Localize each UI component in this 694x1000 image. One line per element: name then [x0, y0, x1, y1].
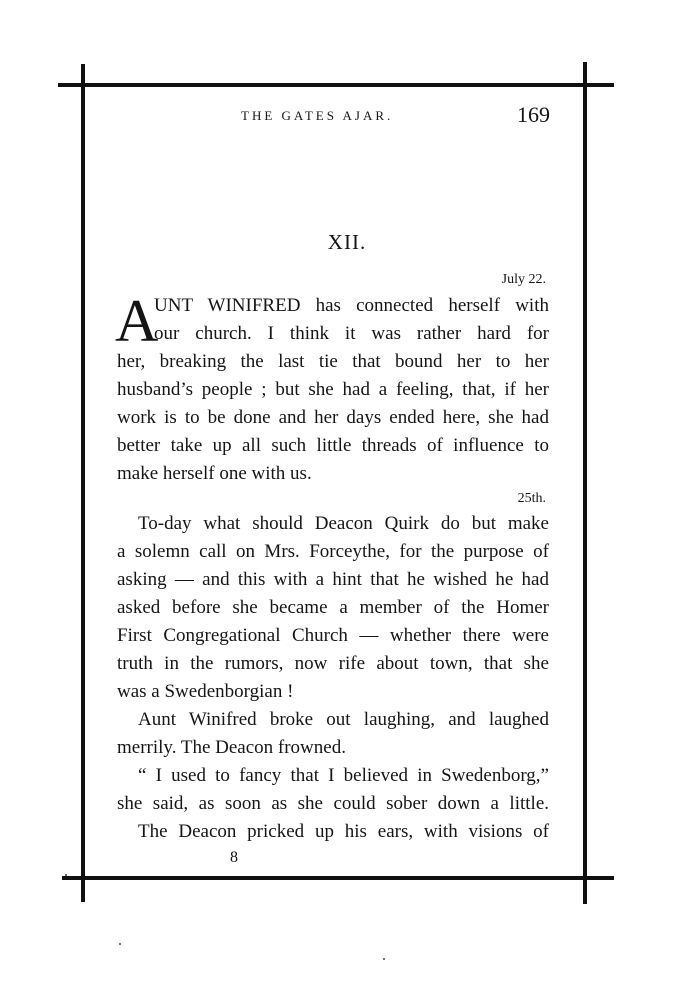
text-line: asked before she became a member of the Homer: [117, 597, 549, 618]
text-line: was a Swedenborgian !: [117, 681, 294, 702]
text-line: make herself one with us.: [117, 463, 312, 484]
text-line: First Congregational Church — whether there were: [117, 625, 549, 646]
text-line: The Deacon pricked up his ears, with visions of: [138, 821, 549, 842]
signature-mark: 8: [230, 849, 238, 866]
entry-date: July 22.: [501, 272, 546, 287]
frame-rule-top: [58, 83, 614, 87]
chapter-heading: XII.: [327, 230, 367, 254]
text-line: UNT WINIFRED has connected herself with: [154, 295, 549, 316]
text-line: merrily. The Deacon frowned.: [117, 737, 346, 758]
text-line: To-day what should Deacon Quirk do but make: [138, 513, 549, 534]
text-line: she said, as soon as she could sober down a little.: [117, 793, 549, 814]
running-title: THE GATES AJAR.: [241, 108, 394, 123]
text-line: husband’s people ; but she had a feeling, that, if her: [117, 379, 549, 400]
text-line: truth in the rumors, now rife about town, that she: [117, 653, 549, 674]
frame-rule-right: [583, 62, 587, 904]
text-line: better take up all such little threads of influence to: [117, 435, 549, 456]
text-line: work is to be done and her days ended here, she had: [117, 407, 549, 428]
frame-rule-left: [81, 64, 85, 902]
text-line: “ I used to fancy that I believed in Swedenborg,”: [138, 765, 549, 786]
text-line: her, breaking the last tie that bound her to her: [117, 351, 549, 372]
paper-speck: [65, 874, 67, 876]
entry-date: 25th.: [517, 491, 546, 506]
text-line: a solemn call on Mrs. Forceythe, for the purpose of: [117, 541, 549, 562]
text-line: Aunt Winifred broke out laughing, and laughed: [138, 709, 549, 730]
text-line: asking — and this with a hint that he wished he had: [117, 569, 549, 590]
page-number: 169: [517, 102, 550, 127]
frame-rule-bottom: [62, 876, 614, 880]
running-head: [0, 102, 694, 128]
paper-speck: [119, 943, 121, 945]
drop-cap: A: [115, 288, 159, 354]
paper-speck: [383, 958, 385, 960]
text-line: our church. I think it was rather hard for: [154, 323, 549, 344]
